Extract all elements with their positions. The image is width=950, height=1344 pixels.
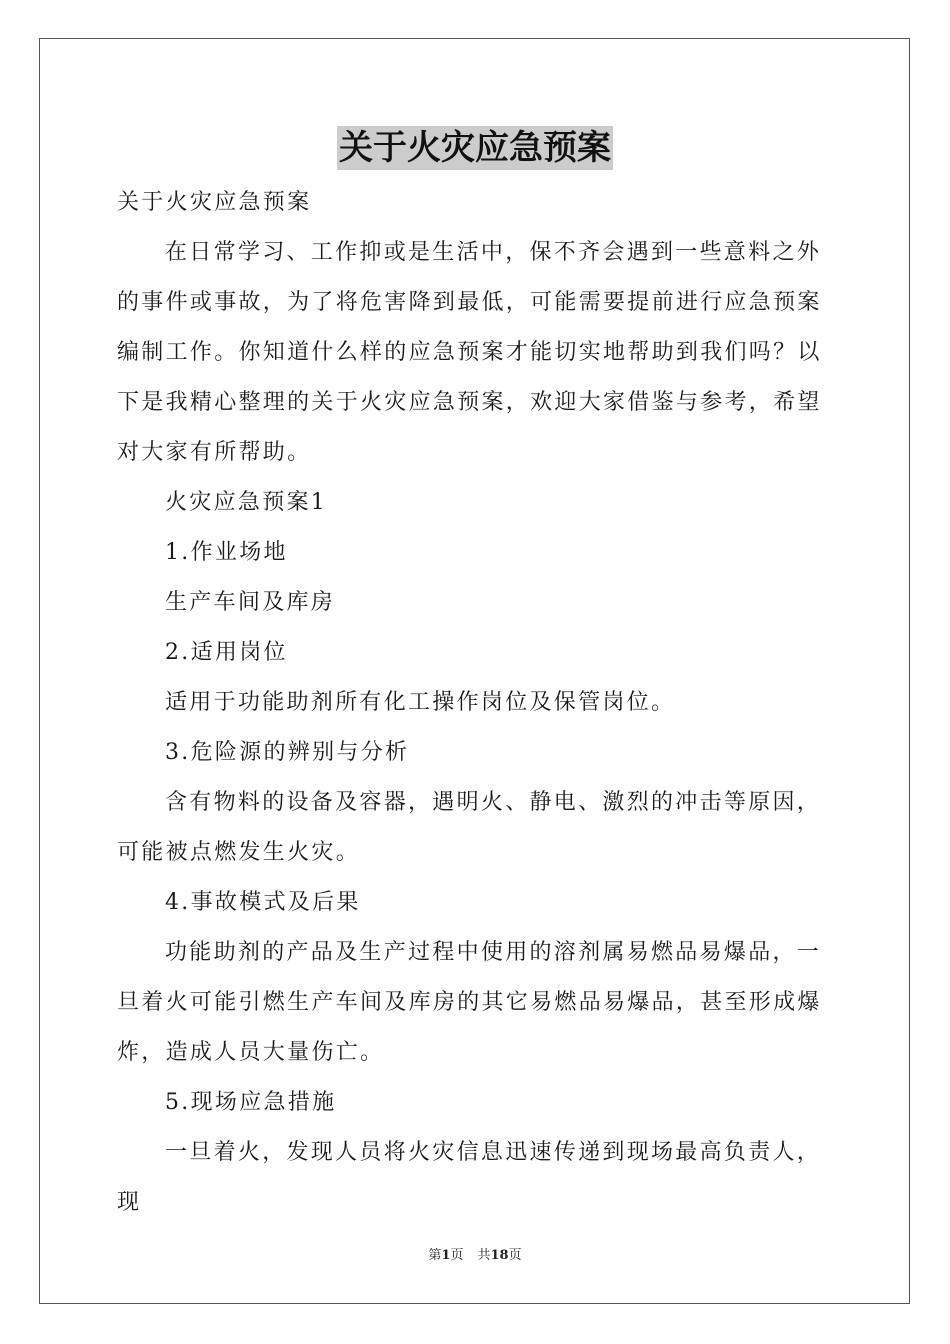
paragraph: 含有物料的设备及容器，遇明火、静电、激烈的冲击等原因，可能被点燃发生火灾。 bbox=[117, 790, 822, 865]
paragraph: 关于火灾应急预案 bbox=[117, 190, 312, 215]
paragraph: 一旦着火，发现人员将火灾信息迅速传递到现场最高负责人，现 bbox=[117, 1140, 822, 1215]
document-body bbox=[117, 178, 833, 1228]
page-suffix: 页 bbox=[450, 1248, 464, 1263]
paragraph: 生产车间及库房 bbox=[165, 590, 336, 615]
page-prefix: 第 bbox=[428, 1248, 442, 1263]
page-number: 1 bbox=[441, 1248, 451, 1263]
total-prefix: 共 bbox=[477, 1248, 491, 1263]
section-heading: 火灾应急预案1 bbox=[165, 490, 328, 515]
paragraph: 在日常学习、工作抑或是生活中，保不齐会遇到一些意料之外的事件或事故，为了将危害降到最低，可能需要提前进行应急预案编制工作。你知道什么样的应急预案才能切实地帮助到我们吗？以下是我精心整理的关于火灾应急预案，欢迎大家借鉴与参考，希望对大家有所帮助。 bbox=[117, 240, 822, 465]
total-pages: 18 bbox=[490, 1248, 509, 1263]
paragraph: 适用于功能助剂所有化工操作岗位及保管岗位。 bbox=[165, 690, 676, 715]
document-title: 关于火灾应急预案 bbox=[339, 128, 611, 168]
section-heading: 1.作业场地 bbox=[165, 540, 288, 565]
section-heading: 4.事故模式及后果 bbox=[165, 890, 361, 915]
section-heading: 2.适用岗位 bbox=[165, 640, 288, 665]
section-heading: 5.现场应急措施 bbox=[165, 1090, 337, 1115]
total-suffix: 页 bbox=[508, 1248, 522, 1263]
section-heading: 3.危险源的辨别与分析 bbox=[165, 740, 410, 765]
paragraph: 功能助剂的产品及生产过程中使用的溶剂属易燃品易爆品，一旦着火可能引燃生产车间及库房的其它易燃品易爆品，甚至形成爆炸，造成人员大量伤亡。 bbox=[117, 940, 822, 1065]
title-container bbox=[0, 126, 950, 170]
page-footer bbox=[0, 1247, 950, 1265]
